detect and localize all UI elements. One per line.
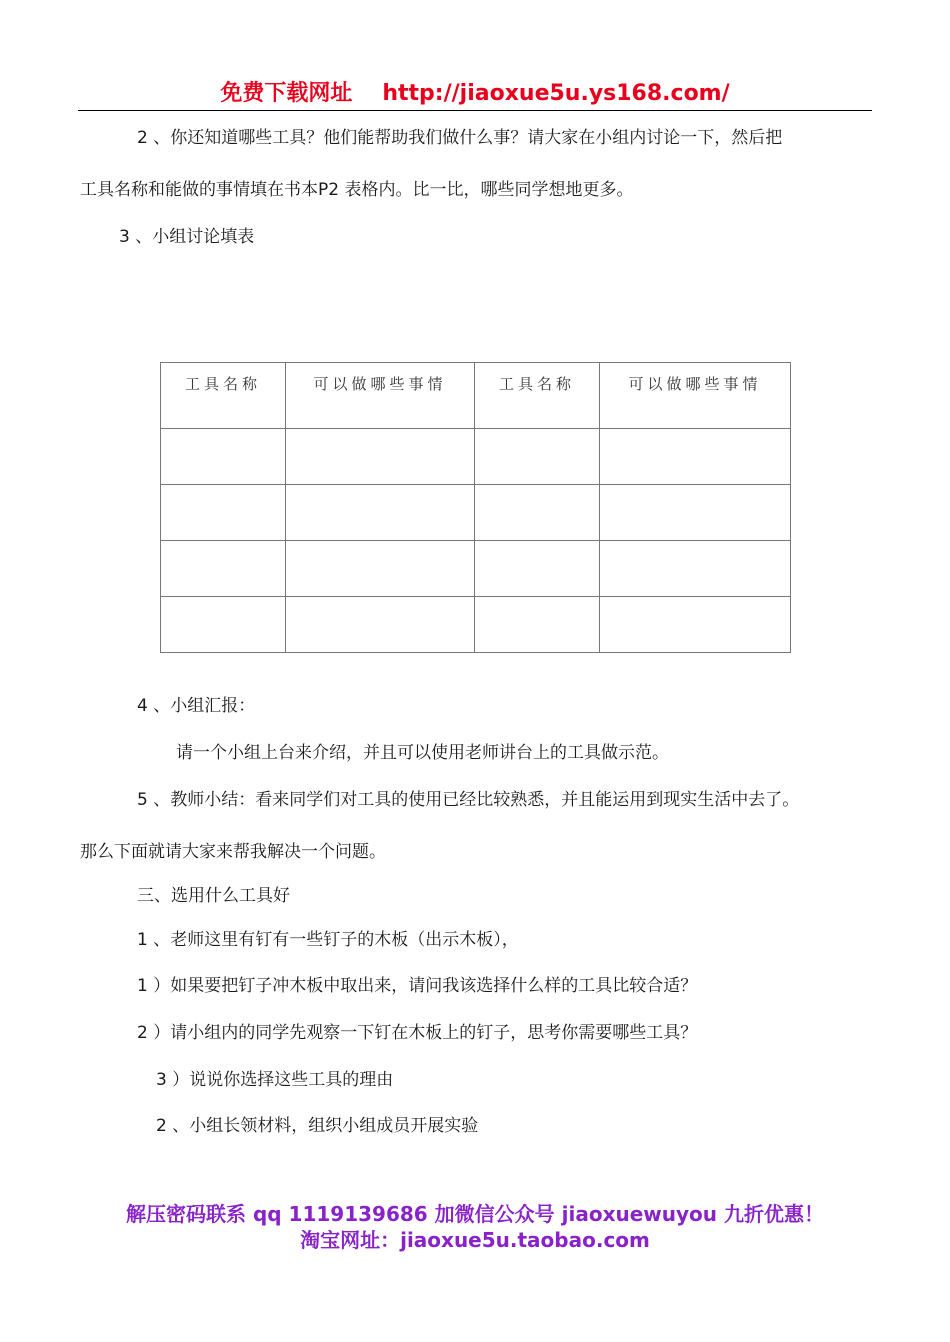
paragraph-4-detail: 请一个小组上台来介绍，并且可以使用老师讲台上的工具做示范。 bbox=[176, 743, 669, 763]
header-url[interactable]: http://jiaoxue5u.ys168.com/ bbox=[382, 81, 730, 106]
footer-shop-url[interactable]: 淘宝网址：jiaoxue5u.taobao.com bbox=[300, 1228, 650, 1252]
table-cell bbox=[286, 541, 475, 597]
page-header bbox=[78, 78, 872, 111]
step-1-sub-3: 3 ）说说你选择这些工具的理由 bbox=[156, 1070, 394, 1090]
paragraph-3: 3 、小组讨论填表 bbox=[119, 227, 255, 247]
table-header-cell: 工具名称 bbox=[475, 363, 600, 429]
table-cell bbox=[600, 597, 791, 653]
table-header-cell: 可以做哪些事情 bbox=[600, 363, 791, 429]
step-1-sub-1: 1 ）如果要把钉子冲木板中取出来，请问我该选择什么样的工具比较合适？ bbox=[137, 976, 698, 996]
group-discussion-table bbox=[160, 362, 791, 653]
table-cell bbox=[475, 541, 600, 597]
step-2: 2 、小组长领材料，组织小组成员开展实验 bbox=[156, 1116, 479, 1136]
table-cell bbox=[475, 597, 600, 653]
footer-contact: 解压密码联系 qq 1119139686 加微信公众号 jiaoxuewuyou 九折优惠！ bbox=[126, 1202, 824, 1226]
paragraph-5: 5 、教师小结：看来同学们对工具的使用已经比较熟悉，并且能运用到现实生活中去了。 bbox=[137, 790, 800, 810]
section-heading-3: 三、选用什么工具好 bbox=[137, 886, 290, 906]
table-cell bbox=[161, 597, 286, 653]
table-cell bbox=[475, 429, 600, 485]
step-1: 1 、老师这里有钉有一些钉子的木板（出示木板）， bbox=[137, 930, 519, 950]
table-cell bbox=[286, 597, 475, 653]
table-cell bbox=[286, 429, 475, 485]
table-cell bbox=[600, 485, 791, 541]
paragraph-2: 2 、你还知道哪些工具？他们能帮助我们做什么事？请大家在小组内讨论一下，然后把 bbox=[137, 128, 783, 148]
table-cell bbox=[600, 429, 791, 485]
paragraph-4: 4 、小组汇报： bbox=[137, 696, 256, 716]
table-row bbox=[161, 485, 791, 541]
paragraph-2-cont: 工具名称和能做的事情填在书本P2 表格内。比一比，哪些同学想地更多。 bbox=[80, 180, 634, 200]
table-cell bbox=[161, 541, 286, 597]
table-cell bbox=[600, 541, 791, 597]
table-row bbox=[161, 541, 791, 597]
table-cell bbox=[286, 485, 475, 541]
table-cell bbox=[475, 485, 600, 541]
paragraph-5-cont: 那么下面就请大家来帮我解决一个问题。 bbox=[80, 842, 386, 862]
table-cell bbox=[161, 485, 286, 541]
header-title: 免费下载网址 bbox=[220, 81, 353, 106]
table-row bbox=[161, 597, 791, 653]
step-1-sub-2: 2 ）请小组内的同学先观察一下钉在木板上的钉子，思考你需要哪些工具？ bbox=[137, 1023, 698, 1043]
table-header-cell: 工具名称 bbox=[161, 363, 286, 429]
table-cell bbox=[161, 429, 286, 485]
table-row bbox=[161, 429, 791, 485]
table-header-cell: 可以做哪些事情 bbox=[286, 363, 475, 429]
table-header-row bbox=[161, 363, 791, 429]
